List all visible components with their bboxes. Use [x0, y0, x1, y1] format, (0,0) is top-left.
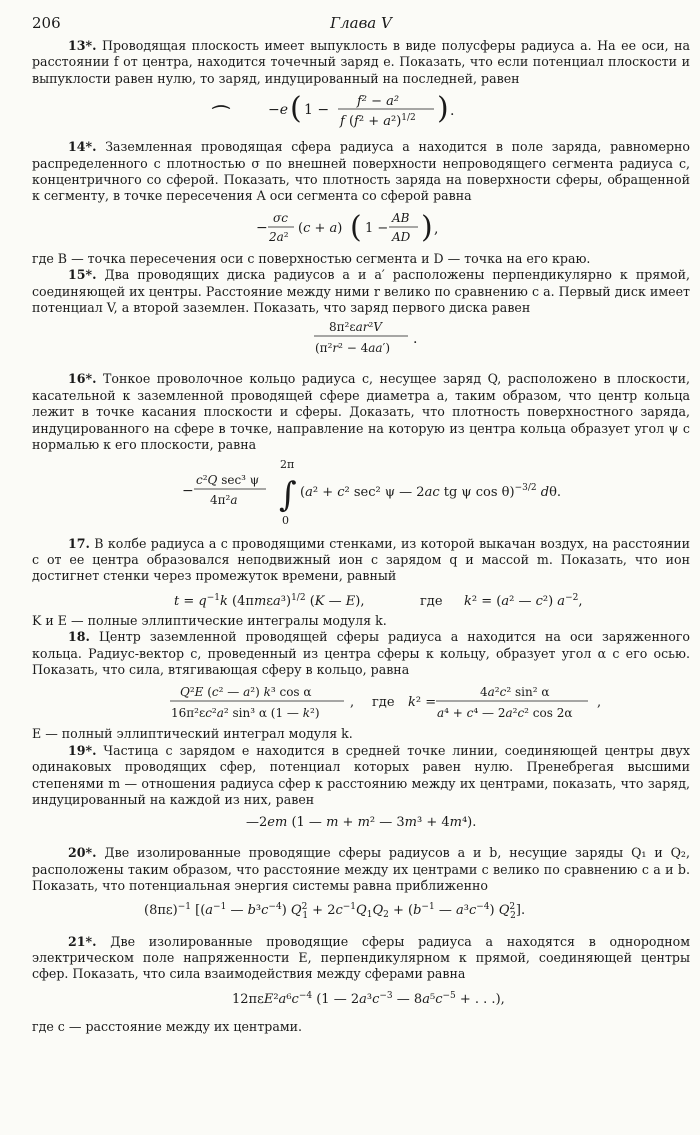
problem-15	[32, 267, 690, 316]
svg-text:k² =: k² =	[408, 695, 437, 711]
svg-text:−e: −e	[268, 102, 289, 119]
svg-text:2π: 2π	[280, 457, 295, 471]
formula-16-svg	[32, 454, 690, 530]
problem-number: 19*.	[68, 742, 97, 758]
svg-text:c²Q sec³ ψ: c²Q sec³ ψ	[196, 472, 260, 487]
problem-number: 21*.	[68, 933, 97, 949]
formula-21-svg	[32, 983, 690, 1013]
svg-text:(c + a): (c + a)	[298, 220, 343, 236]
problem-20	[32, 845, 690, 894]
svg-text:−: −	[256, 219, 268, 236]
svg-text:,: ,	[350, 695, 355, 711]
svg-text:,: ,	[434, 220, 439, 237]
problem-number: 13*.	[68, 38, 97, 53]
formula-21	[32, 983, 690, 1013]
formula-15	[32, 316, 690, 360]
problem-18-after: E — полный эллиптический интеграл модуля k.	[32, 726, 353, 742]
formula-16	[32, 454, 690, 530]
problem-number: 14*.	[68, 139, 97, 155]
svg-text:Q²E (c² — a²) k³ cos α: Q²E (c² — a²) k³ cos α	[180, 685, 312, 700]
problem-number: 15*.	[68, 267, 97, 283]
svg-text:): )	[437, 91, 449, 127]
svg-text:a⁴ + c⁴ — 2a²c² cos 2α: a⁴ + c⁴ — 2a²c² cos 2α	[437, 706, 573, 721]
svg-text:4π²a: 4π²a	[210, 492, 238, 507]
problem-21	[32, 934, 690, 983]
problem-number: 17.	[68, 535, 90, 551]
svg-text:8π²εar²V: 8π²εar²V	[329, 320, 382, 335]
formula-14-svg	[32, 205, 690, 251]
svg-text:(π²r² − 4aa′): (π²r² − 4aa′)	[315, 341, 390, 356]
svg-text:2a²: 2a²	[269, 229, 289, 244]
svg-text:4a²c² sin² α: 4a²c² sin² α	[480, 685, 550, 700]
svg-text:12πεE²a⁶c−4 (1 — 2a³c−3 — 8a⁵c: $12\pi\varepsilon E^2a^6c^{-4}$ (1 — $2a^3c^{-3}$ — $8a^5c^{-5}$ + . . .),	[232, 990, 505, 1007]
problem-text: В колбе радиуса a с проводящими стенками, из которой выкачан воздух, на расстоянии c от ее центра образовался неподвижный ион с зарядом q и массой m. Показать, что ион достигнет стенки через промежуток времени, равный	[32, 535, 690, 584]
svg-text:AD: AD	[392, 229, 411, 244]
problem-17	[32, 536, 690, 585]
svg-text:−: −	[182, 482, 194, 499]
problem-text: Тонкое проволочное кольцо радиуса c, несущее заряд Q, расположено в плоскости, касательной к заземленной проводящей сфере диаметра a, таким образом, что центр кольца лежит в точке касания плоскости и сферы. Доказать, что плотность поверхностного заряда, индуцированного на сфере в точке, направление на которую из центра кольца образует угол ψ с нормалью к его плоскости, равна	[32, 371, 690, 453]
svg-text:1 −: 1 −	[304, 102, 330, 119]
problem-14-after: где B — точка пересечения оси с поверхностью сегмента и D — точка на его краю.	[32, 250, 591, 266]
svg-text:16π²εc²a² sin³ α (1 — k²): 16π²εc²a² sin³ α (1 — k²)	[171, 706, 320, 721]
problem-text: Центр заземленной проводящей сферы радиуса a находится на оси заряженного кольца. Радиус-вектор c, проведенный из центра сферы к кольцу, образует угол α с его осью. Показать, что сила, втягивающая сферу в кольцо, равна	[32, 629, 690, 677]
formula-18	[32, 678, 690, 726]
problem-number: 18.	[68, 629, 90, 645]
svg-text:∫: ∫	[279, 474, 297, 515]
svg-text:(: (	[290, 91, 302, 127]
svg-text:(a² + c² sec² ψ — 2ac tg ψ cos: (a² + c² sec² ψ — 2ac tg ψ cos θ)$^{-3/2}$ dθ.	[300, 482, 562, 500]
formula-17	[32, 585, 690, 613]
problem-text: Частица с зарядом e находится в средней точке линии, соединяющей центры двух одинаковых проводящих сфер, потенциал которых равен нулю. Пренебрегая высшими степенями m — отношения радиуса сфер к расстоянию между их центрами, показать, что заряд, индуцированный на каждой из них, равен	[32, 742, 690, 807]
problem-18	[32, 629, 690, 678]
svg-text:AB: AB	[392, 210, 410, 225]
svg-text:—2em (1 — m + m² — 3m³ + 4m⁴).: —2em (1 — m + m² — 3m³ + 4m⁴).	[246, 815, 477, 831]
problem-21-after: где c — расстояние между их центрами.	[32, 1018, 303, 1034]
page-header	[32, 14, 690, 38]
problem-13	[32, 38, 690, 87]
formula-14	[32, 205, 690, 251]
page-number: 206	[32, 14, 61, 32]
formula-17-svg	[32, 585, 690, 613]
problem-text: Две изолированные проводящие сферы радиуса a находятся в однородном электрическом поле напряженности E, перпендикулярном к прямой, соединяющей центры сфер. Показать, что сила взаимодействия между сферами равна	[32, 933, 690, 982]
svg-text:(8πε)−1 [(a−1 — b³c−4) Q21 + 2: $(8\pi\varepsilon)^{-1}$ [($a^{-1}$ — $b^3c^{-4}$) $Q^2$ $1 + 2c^{-1}Q_1Q_2 + (b^{-1}$ — $a^3c^{-4}$) $Q^2$ 2].	[144, 901, 526, 921]
page	[32, 14, 690, 1035]
svg-text:f (f² + a²)1/2: f $(f^2 + a^2)^{1/2}$	[340, 113, 416, 130]
svg-text:σc: σc	[273, 210, 288, 225]
formula-20	[32, 895, 690, 923]
svg-text:где: где	[372, 695, 395, 711]
problem-text: Две изолированные проводящие сферы радиусов a и b, несущие заряды Q₁ и Q₂, расположены таким образом, что расстояние между их центрами c велико по сравнению с a и b. Показать, что потенциальная энергия системы равна приближенно	[32, 845, 690, 894]
problem-14	[32, 139, 690, 205]
formula-20-svg	[32, 895, 690, 923]
problem-16	[32, 371, 690, 453]
problem-text: Проводящая плоскость имеет выпуклость в виде полусферы радиуса a. На ее оси, на расстоянии f от центра, находится точечный заряд e. Показать, что если потенциал плоскости и выпуклости равен нулю, то заряд, индуцированный на последней, равен	[32, 38, 691, 86]
problem-17-after: K и E — полные эллиптические интегралы модуля k.	[32, 612, 387, 628]
problem-text: Заземленная проводящая сфера радиуса a находится в поле заряда, равномерно распределенного с плотностью σ по внешней поверхности непроводящего сегмента радиуса c, концентричного со сферой. Показать, что плотность заряда на поверхности сферы, обращенной к сегменту, в точке пересечения A оси сегмента со сферой равна	[32, 139, 690, 204]
svg-text:1 −: 1 −	[365, 220, 389, 236]
svg-text:0: 0	[282, 513, 289, 527]
svg-text:t = q−1k (4πmεa³)1/2 (K — E),: $t = q^{-1}k$ $(4\pi m\varepsilon a^3)^{1/2}$ (K — E),	[174, 592, 365, 609]
svg-text:(: (	[350, 209, 362, 245]
svg-text:k² = (a² — c²) a−2,: k² = (a² — c²) $a^{-2}$,	[464, 592, 583, 609]
formula-19	[32, 808, 690, 834]
formula-13-svg	[32, 87, 690, 133]
problem-text: Два проводящих диска радиусов a и a′ расположены перпендикулярно к прямой, соединяющей их центры. Расстояние между ними r велико по сравнению с a. Первый диск имеет потенциал V, а второй заземлен. Показать, что заряд первого диска равен	[32, 267, 690, 316]
problem-number: 16*.	[68, 371, 97, 387]
problem-number: 20*.	[68, 845, 97, 861]
chapter-title: Глава V	[330, 14, 392, 32]
svg-text:f² − a²: f² − a²	[357, 94, 400, 110]
svg-text:): )	[421, 209, 433, 245]
formula-18-svg	[32, 678, 690, 726]
problem-19	[32, 743, 690, 809]
formula-19-svg	[32, 808, 690, 834]
svg-text:.: .	[450, 103, 455, 120]
formula-13	[32, 87, 690, 133]
svg-text:где: где	[420, 593, 443, 609]
ink-smudge: ⌒	[212, 105, 230, 127]
formula-15-svg	[32, 316, 690, 360]
svg-text:,: ,	[597, 695, 602, 711]
svg-text:.: .	[413, 331, 418, 348]
